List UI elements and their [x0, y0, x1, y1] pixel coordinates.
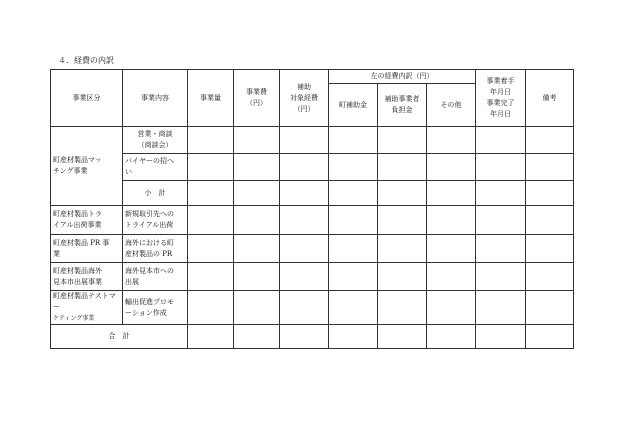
- cell-operator-share[interactable]: [378, 181, 427, 206]
- header-breakdown-group: 左の経費内訳（円）: [329, 70, 476, 84]
- cell-other[interactable]: [427, 235, 476, 263]
- content-buyer-invitation: [123, 154, 188, 181]
- header-subsidy-base-line-1: 補助: [297, 82, 311, 91]
- cell-operator-share[interactable]: [378, 291, 427, 325]
- cell-town-subsidy[interactable]: [329, 235, 378, 263]
- cell-town-subsidy[interactable]: [329, 206, 378, 235]
- content-export-promotion-line-1: 輸出促進プロモ: [125, 297, 174, 306]
- category-matching-line-1: 町産材製品マッ: [53, 156, 102, 164]
- cell-cost[interactable]: [234, 206, 280, 235]
- cell-cost[interactable]: [234, 235, 280, 263]
- table-row: [51, 127, 574, 154]
- category-pr: [51, 235, 123, 263]
- header-volume: 事業量: [188, 70, 234, 127]
- header-cost: [234, 70, 280, 127]
- content-buyer-invitation-line-1: バイヤーの招へ: [125, 157, 174, 165]
- header-subsidy-base: [280, 70, 329, 127]
- cell-remarks[interactable]: [526, 206, 574, 235]
- cell-other[interactable]: [427, 154, 476, 181]
- category-overseas-fair-line-2: 見本市出展事業: [53, 277, 102, 286]
- cell-volume[interactable]: [188, 127, 234, 154]
- cell-subsidy-base[interactable]: [280, 127, 329, 154]
- cell-operator-share[interactable]: [378, 325, 427, 349]
- cell-other[interactable]: [427, 263, 476, 291]
- cell-town-subsidy[interactable]: [329, 325, 378, 349]
- category-trial-line-1: 町産材製品トラ: [53, 210, 102, 218]
- cell-dates[interactable]: [476, 291, 526, 325]
- content-sales-negotiation: [123, 127, 188, 154]
- header-content: 事業内容: [123, 70, 188, 127]
- total-label: 合 計: [51, 325, 188, 349]
- content-overseas-pr-line-1: 海外における町: [125, 238, 174, 247]
- cell-operator-share[interactable]: [378, 127, 427, 154]
- header-subsidy-base-line-3: （円）: [293, 104, 315, 113]
- cell-cost[interactable]: [234, 127, 280, 154]
- cell-dates[interactable]: [476, 127, 526, 154]
- cell-dates[interactable]: [476, 181, 526, 206]
- cell-remarks[interactable]: [526, 325, 574, 349]
- category-trial: [51, 206, 123, 235]
- content-export-promotion-line-2: ーション作成: [125, 308, 167, 317]
- cell-dates[interactable]: [476, 154, 526, 181]
- content-trial-shipment-line-2: トライアル出荷: [125, 221, 174, 229]
- header-operator-share-line-1: 補助事業者: [384, 95, 420, 103]
- category-trial-line-2: イアル出荷事業: [53, 221, 102, 229]
- category-pr-line-1: 町産材製品 PR 事: [53, 238, 110, 247]
- header-dates-line-4: 年月日: [490, 110, 512, 118]
- content-export-promotion: [123, 291, 188, 325]
- cell-dates[interactable]: [476, 206, 526, 235]
- cell-remarks[interactable]: [526, 263, 574, 291]
- cell-volume[interactable]: [188, 291, 234, 325]
- section-title: ４．経費の内訳: [58, 56, 114, 65]
- table-row: [51, 235, 574, 263]
- cell-remarks[interactable]: [526, 181, 574, 206]
- content-trial-shipment: [123, 206, 188, 235]
- content-overseas-pr: [123, 235, 188, 263]
- cell-cost[interactable]: [234, 154, 280, 181]
- cell-subsidy-base[interactable]: [280, 263, 329, 291]
- header-subsidy-base-line-2: 対象経費: [290, 93, 318, 102]
- cell-volume[interactable]: [188, 235, 234, 263]
- cell-town-subsidy[interactable]: [329, 154, 378, 181]
- content-fair-exhibit-line-1: 海外見本市への: [125, 266, 174, 275]
- cell-volume[interactable]: [188, 263, 234, 291]
- cell-remarks[interactable]: [526, 127, 574, 154]
- content-fair-exhibit: [123, 263, 188, 291]
- content-trial-shipment-line-1: 新規取引先への: [125, 210, 174, 218]
- table-row: [51, 291, 574, 325]
- header-cost-line-1: 事業費: [246, 88, 267, 96]
- cell-cost[interactable]: [234, 263, 280, 291]
- table-row: [51, 206, 574, 235]
- cell-subsidy-base[interactable]: [280, 181, 329, 206]
- cell-subsidy-base[interactable]: [280, 154, 329, 181]
- header-other: その他: [427, 84, 476, 127]
- cell-volume[interactable]: [188, 325, 234, 349]
- cell-subsidy-base[interactable]: [280, 235, 329, 263]
- cell-cost[interactable]: [234, 291, 280, 325]
- content-sales-negotiation-line-2: （商談会）: [137, 141, 173, 149]
- cell-remarks[interactable]: [526, 291, 574, 325]
- cell-other[interactable]: [427, 181, 476, 206]
- content-buyer-invitation-line-2: い: [125, 168, 132, 176]
- header-operator-share-line-2: 負担金: [391, 106, 413, 114]
- cell-volume[interactable]: [188, 154, 234, 181]
- category-test-marketing-line-1: 町産材製品テストマー: [53, 292, 116, 311]
- category-pr-line-2: 業: [53, 249, 60, 258]
- cell-subsidy-base[interactable]: [280, 291, 329, 325]
- subtotal-label: 小 計: [123, 181, 188, 206]
- content-overseas-pr-line-2: 産材製品の PR: [125, 249, 173, 258]
- expense-breakdown-table: [50, 69, 574, 349]
- category-overseas-fair: [51, 263, 123, 291]
- cell-other[interactable]: [427, 325, 476, 349]
- total-row: [51, 325, 574, 349]
- cell-dates[interactable]: [476, 235, 526, 263]
- cell-volume[interactable]: [188, 181, 234, 206]
- header-cost-line-2: （円）: [246, 99, 267, 107]
- header-dates: [476, 70, 526, 127]
- subtotal-row: [51, 181, 574, 206]
- cell-cost[interactable]: [234, 181, 280, 206]
- cell-dates[interactable]: [476, 325, 526, 349]
- cell-other[interactable]: [427, 206, 476, 235]
- table-row: [51, 154, 574, 181]
- cell-other[interactable]: [427, 291, 476, 325]
- category-test-marketing-line-2: ケティング事業: [53, 315, 95, 322]
- header-dates-line-3: 事業完了: [486, 99, 515, 107]
- cell-remarks[interactable]: [526, 154, 574, 181]
- header-category: 事業区分: [51, 70, 123, 127]
- cell-operator-share[interactable]: [378, 263, 427, 291]
- header-remarks: 備考: [526, 70, 574, 127]
- cell-town-subsidy[interactable]: [329, 291, 378, 325]
- cell-town-subsidy[interactable]: [329, 127, 378, 154]
- category-overseas-fair-line-1: 町産材製品海外: [53, 266, 102, 275]
- cell-cost[interactable]: [234, 325, 280, 349]
- cell-town-subsidy[interactable]: [329, 181, 378, 206]
- cell-dates[interactable]: [476, 263, 526, 291]
- table-row: [51, 263, 574, 291]
- cell-subsidy-base[interactable]: [280, 325, 329, 349]
- header-dates-line-2: 年月日: [490, 88, 512, 96]
- content-fair-exhibit-line-2: 出展: [125, 277, 139, 286]
- header-operator-share: [378, 84, 427, 127]
- category-test-marketing: [51, 291, 123, 325]
- category-matching: [51, 127, 123, 206]
- content-sales-negotiation-line-1: 営業・商談: [137, 130, 173, 138]
- cell-subsidy-base[interactable]: [280, 206, 329, 235]
- cell-other[interactable]: [427, 127, 476, 154]
- cell-operator-share[interactable]: [378, 235, 427, 263]
- category-matching-line-2: チング事業: [53, 167, 88, 175]
- header-dates-line-1: 事業着手: [486, 77, 515, 85]
- cell-volume[interactable]: [188, 206, 234, 235]
- cell-town-subsidy[interactable]: [329, 263, 378, 291]
- header-town-subsidy: 町補助金: [329, 84, 378, 127]
- cell-operator-share[interactable]: [378, 154, 427, 181]
- cell-remarks[interactable]: [526, 235, 574, 263]
- header-row: [51, 70, 574, 84]
- cell-operator-share[interactable]: [378, 206, 427, 235]
